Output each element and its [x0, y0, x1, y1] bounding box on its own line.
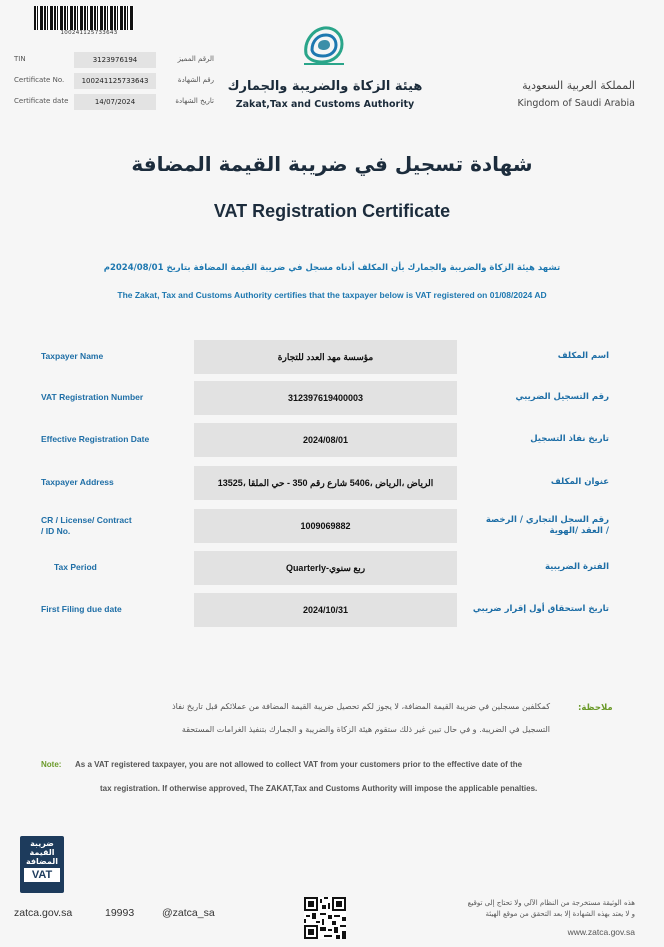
row-label-en	[41, 515, 132, 537]
vat-registration-number-row	[0, 381, 664, 415]
row-label-en-line1: CR / License/ Contract	[41, 515, 132, 525]
authority-name-ar: هيئة الزكاة والضريبة والجمارك	[227, 79, 423, 94]
certifies-text-en: The Zakat, Tax and Customs Authority certifies that the taxpayer below is VAT registered on 01/08/2024 AD	[117, 290, 547, 300]
kingdom-name-en: Kingdom of Saudi Arabia	[517, 98, 635, 109]
row-label-en: Taxpayer Address	[41, 477, 114, 487]
first-filing-due-row	[0, 593, 664, 627]
footer-handle[interactable]: @zatca_sa	[162, 907, 215, 919]
certificate-no-value: 100241125733643	[74, 73, 156, 89]
row-label-ar: تاريخ استحقاق أول إقرار ضريبي	[472, 604, 609, 614]
tin-value: 3123976194	[74, 52, 156, 68]
tin-label: TIN	[14, 55, 26, 63]
row-label-en: Taxpayer Name	[41, 351, 104, 361]
row-label-ar	[486, 515, 609, 537]
row-value: ربع سنوي-Quarterly	[194, 551, 457, 585]
row-label-ar: رقم التسجيل الضريبي	[515, 392, 609, 402]
footer-disclaimer-ar-line1: هذه الوثيقة مستخرجة من النظام الآلي ولا تحتاج إلى توقيع	[467, 899, 635, 907]
certificate-date-value: 14/07/2024	[74, 94, 156, 110]
kingdom-name-ar: المملكة العربية السعودية	[522, 79, 635, 92]
footer-website[interactable]: zatca.gov.sa	[14, 907, 73, 919]
row-label-ar: الفترة الضريبية	[544, 562, 609, 572]
footer-url[interactable]: www.zatca.gov.sa	[567, 927, 635, 937]
zatca-logo-icon	[300, 24, 348, 68]
note-ar-line1: كمكلفين مسجلين في ضريبة القيمة المضافة، لا يجوز لكم تحصيل ضريبة القيمة المضافة من عملائكم قبل تاريخ نفاذ	[172, 702, 550, 711]
certificate-date-label-ar: تاريخ الشهادة	[175, 97, 214, 105]
row-value: 2024/08/01	[194, 423, 457, 457]
row-label-en: Tax Period	[54, 562, 97, 572]
row-label-ar-line2: / العقد /الهوية	[549, 526, 609, 536]
title-ar: شهادة تسجيل في ضريبة القيمة المضافة	[131, 152, 533, 176]
note-label-en: Note:	[41, 760, 62, 769]
tax-period-row	[0, 551, 664, 585]
note-en-line2: tax registration. If otherwise approved, The ZAKAT,Tax and Customs Authority will impose the applicable penalties.	[100, 784, 538, 793]
certificate-date-label: Certificate date	[14, 97, 69, 105]
note-ar-line2: التسجيل في الضريبة. و في حال تبين غير ذلك ستقوم هيئة الزكاة والضريبة و الجمارك بتنفيذ الغرامات المستحقة	[181, 725, 550, 734]
cr-license-row	[0, 509, 664, 543]
taxpayer-address-row	[0, 466, 664, 500]
certificate-no-label: Certificate No.	[14, 76, 65, 84]
row-label-en: VAT Registration Number	[41, 392, 144, 402]
certificate-date-row	[14, 94, 214, 110]
note-label-ar: ملاحظة:	[578, 703, 613, 713]
barcode	[34, 6, 134, 30]
certificate-no-label-ar: رقم الشهادة	[177, 76, 214, 84]
row-value: 312397619400003	[194, 381, 457, 415]
title-en: VAT Registration Certificate	[213, 201, 451, 221]
barcode-number: 100241125733643	[60, 30, 118, 36]
tin-row	[14, 52, 214, 68]
vat-logo	[20, 836, 64, 893]
vat-logo-text: ضريبة	[30, 839, 54, 848]
footer-phone: 19993	[105, 907, 135, 919]
row-label-ar: عنوان المكلف	[550, 477, 609, 487]
row-label-en: Effective Registration Date	[41, 434, 150, 444]
vat-logo-label: VAT	[24, 868, 60, 882]
certifies-text-ar: تشهد هيئة الزكاة والضريبة والجمارك بأن المكلف أدناه مسجل في ضريبة القيمة المضافة بتاريخ 2024/08/01م	[103, 263, 561, 273]
tin-label-ar: الرقم المميز	[177, 55, 214, 63]
row-label-en: First Filing due date	[41, 604, 122, 614]
authority-name-en: Zakat,Tax and Customs Authority	[235, 99, 415, 110]
row-label-ar: اسم المكلف	[557, 351, 609, 361]
vat-logo-text: القيمة	[29, 848, 55, 857]
row-value: 2024/10/31	[194, 593, 457, 627]
row-label-ar: تاريخ نفاذ التسجيل	[530, 434, 609, 444]
row-value: مؤسسة مهد العدد للتجارة	[194, 340, 457, 374]
row-label-en-line2: / ID No.	[41, 526, 71, 536]
taxpayer-name-row	[0, 340, 664, 374]
row-value: الرياض ،الرياض ،5406 شارع رقم 350 - حي الملقا ،13525	[194, 466, 457, 500]
qr-code-icon	[304, 897, 346, 939]
row-label-ar-line1: رقم السجل التجاري / الرخصة	[485, 515, 609, 525]
effective-date-row	[0, 423, 664, 457]
note-en-line1: As a VAT registered taxpayer, you are not allowed to collect VAT from your customers prior to the effective date of the	[75, 760, 523, 769]
row-value: 1009069882	[194, 509, 457, 543]
footer-disclaimer-ar-line2: و لا يعتد بهذه الشهادة إلا بعد التحقق من موقع الهيئة	[485, 910, 635, 918]
certificate-no-row	[14, 73, 214, 89]
vat-logo-text: المضافة	[25, 857, 59, 866]
